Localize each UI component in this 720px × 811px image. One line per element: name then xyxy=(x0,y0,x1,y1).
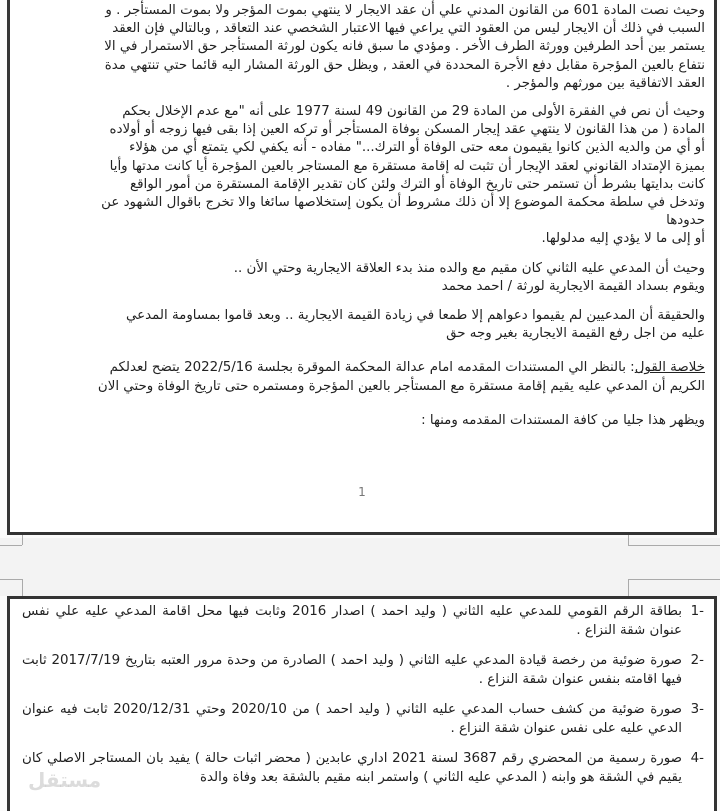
conclusion-heading: خلاصة القول xyxy=(634,360,705,376)
list-item: -2 صورة ضوئية من رخصة قيادة المدعي عليه الثاني ( وليد احمد ) الصادرة من وحدة مرور العتبه بتاريخ 2017/7/19 ثابت فيها اقامته بنفس عنوان شقة النزاع . xyxy=(22,653,704,687)
paragraph-second-defendant: وحيث أن المدعي عليه الثاني كان مقيم مع والده منذ بدء العلاقة الايجارية وحتي الأن .. ويقوم بسداد القيمة الايجارية لورثة / احمد محمد xyxy=(233,260,705,294)
paragraph-conclusion: خلاصة القول: بالنظر الي المستندات المقدمه امام عدالة المحكمة الموقرة بجلسة 2022/5/16 يتضح لعدلكم الكريم أن المدعي عليه يقيم إقامة مستقرة مع المستأجر بالعين المؤجرة ومستمره حتى تاريخ الوفاة وحتي الان xyxy=(97,360,705,394)
paragraph-article-601: وحيث نصت المادة 601 من القانون المدني علي أن عقد الايجار لا ينتهي بموت المؤجر ولا بموت المستأجر . و السبب في ذلك أن الايجار ليس من العقود التي يراعي فيها الاعتبار الشخصي عند التعاقد , وبالتالي فإن العقد يستمر بين أحد الطرفين وورثة الطرف الأخر . ومؤدي ما سبق فانه يكون لورثة المستأجر حق الاستمرار في الا نتفاع بالعين المؤجرة مقابل دفع الأجرة المحددة في العقد , ويظل حق الورثة المشار اليه قائما حتي تنتهي مدة العقد الاتفاقية بين مورثهم والمؤجر . xyxy=(104,3,705,91)
crop-mark xyxy=(22,535,23,545)
crop-mark xyxy=(628,579,629,596)
page-number: 1 xyxy=(358,485,366,499)
crop-mark xyxy=(0,545,22,546)
crop-mark xyxy=(628,535,629,545)
crop-mark xyxy=(22,579,23,596)
documents-list xyxy=(10,599,714,787)
list-item: -1 بطاقة الرقم القومي للمدعي عليه الثاني ( وليد احمد ) اصدار 2016 وثابت فيها محل اقامة المدعي عليه علي نفس عنوان شقة النزاع . xyxy=(22,604,704,638)
paragraph-truth: والحقيقة أن المدعيين لم يقيموا دعواهم إلا طمعا في زيادة القيمة الايجارية .. وبعد قاموا بمساومة المدعي عليه من اجل رفع القيمة الايجارية بغير وجه حق xyxy=(126,308,705,342)
page-gap xyxy=(0,538,720,596)
crop-mark xyxy=(628,579,720,580)
list-item: -4 صورة رسمية من المحضري رقم 3687 لسنة 2021 اداري عابدين ( محضر اثبات حالة ) يفيد بان المستاجر الاصلي كان يقيم في الشقة هو وابنه ( المدعي عليه الثاني ) واستمر ابنه مقيم بالشقة بعد وفاة والدة xyxy=(22,751,704,785)
watermark-logo: مستقل xyxy=(28,768,102,792)
document-page-2 xyxy=(7,596,717,811)
crop-mark xyxy=(0,579,22,580)
paragraph-documents-intro: ويظهر هذا جليا من كافة المستندات المقدمه ومنها : xyxy=(421,412,705,428)
list-item: -3 صورة ضوئية من كشف حساب المدعي عليه الثاني ( وليد احمد ) من 2020/10 وحتي 2020/12/31 ثابت فيه عنوان الدعي عليه على نفس عنوان شقة النزاع . xyxy=(22,702,704,736)
page-1-body xyxy=(10,2,714,430)
document-page-1 xyxy=(7,0,717,535)
crop-mark xyxy=(628,545,720,546)
paragraph-article-29: وحيث أن نص في الفقرة الأولى من المادة 29 من القانون 49 لسنة 1977 على أنه "مع عدم الإخلال بحكم المادة ( من هذا القانون لا ينتهي عقد إيجار المسكن بوفاة المستأجر أو تركه العين إذا بقى فيها زوجه أو أولاده أو أي من والديه الذين كانوا يقيمون معه حتى الوفاة أو الترك..." مفاده - أنه يكفي لكي يتمتع أي من هؤلاء بميزة الإمتداد القانوني لعقد الإيجار أن تثبت له إقامة مستقرة مع المستاجر بالعين المؤجرة أيا كانت مدتها وأيا كانت بدايتها بشرط أن تستمر حتى تاريخ الوفاة أو الترك ولئن كان تقدير الإقامة المستقرة من أمور الواقع وتدخل في سلطة محكمة الموضوع إلا أن ذلك مشروط أن يكون إستخلاصها سائغا والا تخرج باقوال الشهود عن حدودها أو إلى ما لا يؤدي إليه مدلولها. xyxy=(101,104,705,247)
